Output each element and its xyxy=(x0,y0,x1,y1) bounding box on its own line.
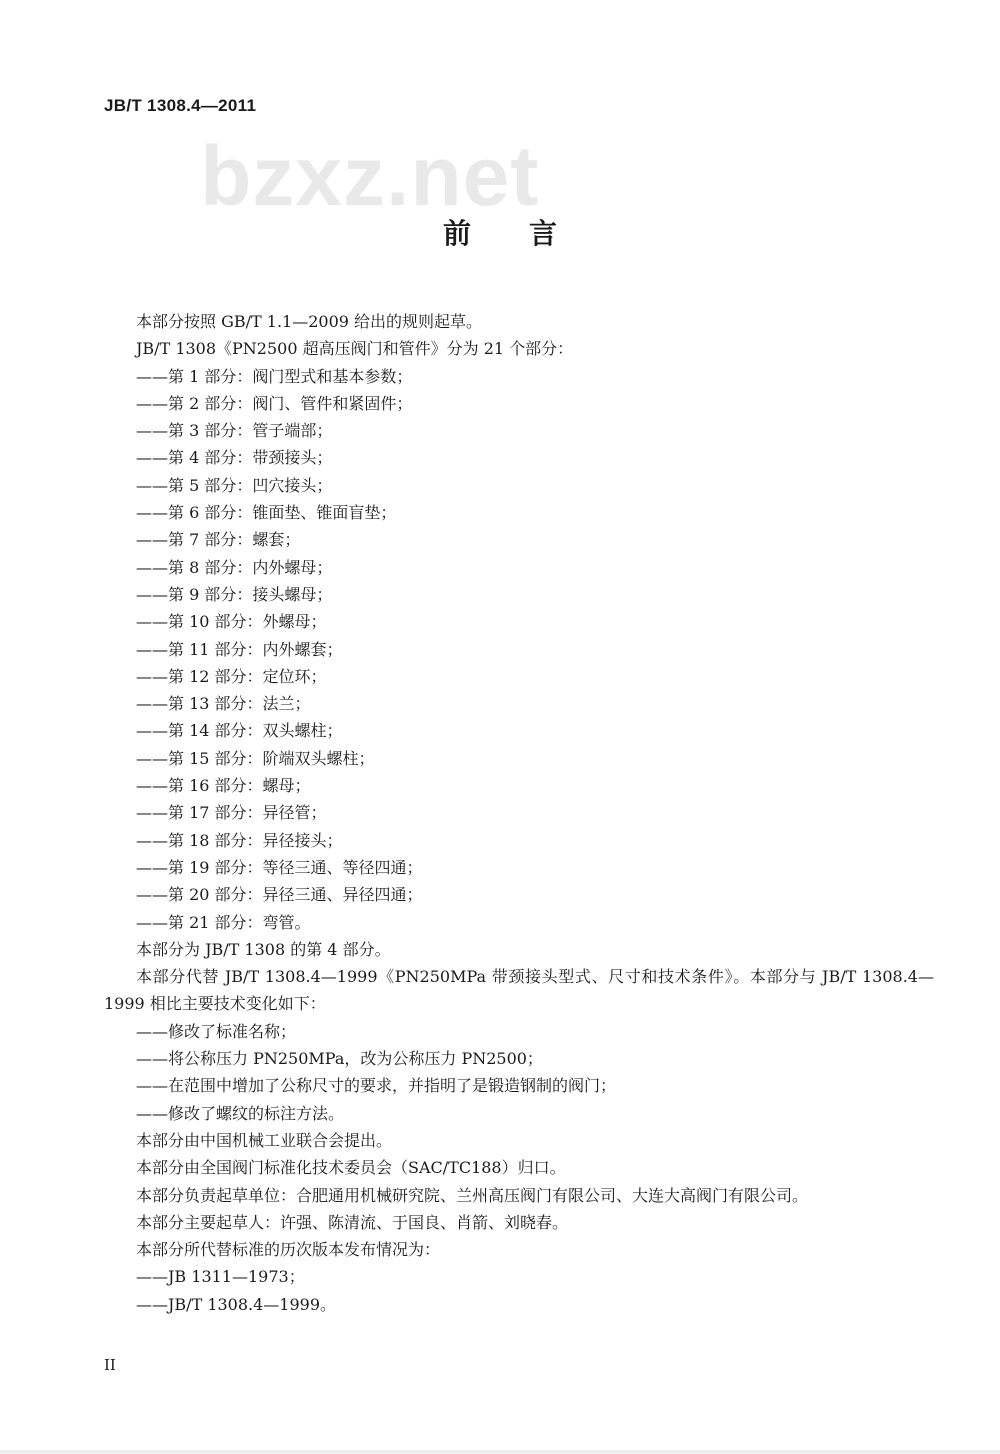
list-item: ——第 13 部分：法兰； xyxy=(136,694,311,714)
list-item: ——第 18 部分：异径接头； xyxy=(136,830,343,850)
list-item: ——将公称压力 PN250MPa，改为公称压力 PN2500； xyxy=(136,1049,543,1069)
parts-list xyxy=(104,363,934,936)
list-item: ——第 20 部分：异径三通、异径四通； xyxy=(136,885,423,905)
list-item: ——第 7 部分：螺套； xyxy=(136,530,301,550)
paragraph-drafting-units: 本部分负责起草单位：合肥通用机械研究院、兰州高压阀门有限公司、大连大高阀门有限公司。 xyxy=(136,1185,809,1205)
list-item: ——第 19 部分：等径三通、等径四通； xyxy=(136,857,423,877)
list-item: ——第 17 部分：异径管； xyxy=(136,803,327,823)
list-item: ——JB/T 1308.4—1999。 xyxy=(136,1294,337,1314)
paragraph-this-part: 本部分为 JB/T 1308 的第 4 部分。 xyxy=(136,939,391,959)
list-item: ——第 2 部分：阀门、管件和紧固件； xyxy=(136,393,413,413)
standard-code: JB/T 1308.4—2011 xyxy=(104,96,257,115)
list-item: ——第 16 部分：螺母； xyxy=(136,776,311,796)
watermark-logo: bzxz.net xyxy=(200,129,540,223)
list-item: ——JB 1311—1973； xyxy=(136,1267,305,1287)
list-item: ——第 3 部分：管子端部； xyxy=(136,421,333,441)
paragraph-history-intro: 本部分所代替标准的历次版本发布情况为： xyxy=(136,1240,441,1260)
paragraph-intro: 本部分按照 GB/T 1.1—2009 给出的规则起草。 xyxy=(136,312,483,331)
list-item: ——第 4 部分：带颈接头； xyxy=(136,448,333,468)
page-title: 前言 xyxy=(442,217,615,250)
list-item: ——第 6 部分：锥面垫、锥面盲垫； xyxy=(136,503,397,523)
list-item: ——第 15 部分：阶端双头螺柱； xyxy=(136,748,375,768)
list-item: ——第 1 部分：阀门型式和基本参数； xyxy=(136,366,413,386)
list-item: ——第 5 部分：凹穴接头； xyxy=(136,475,333,495)
list-item: ——第 10 部分：外螺母； xyxy=(136,612,327,632)
list-item: ——第 11 部分：内外螺套； xyxy=(136,639,343,659)
paragraph-drafters: 本部分主要起草人：许强、陈清流、于国良、肖箭、刘晓春。 xyxy=(136,1212,569,1232)
changes-list xyxy=(104,1018,934,1127)
list-item: ——第 9 部分：接头螺母； xyxy=(136,584,333,604)
list-item: ——第 21 部分：弯管。 xyxy=(136,912,311,932)
history-list xyxy=(104,1263,934,1318)
list-item: ——第 14 部分：双头螺柱； xyxy=(136,721,343,741)
list-item: ——第 12 部分：定位环； xyxy=(136,666,327,686)
list-item: ——在范围中增加了公称尺寸的要求，并指明了是锻造钢制的阀门； xyxy=(136,1076,617,1096)
page-number: II xyxy=(104,1356,116,1374)
list-item: ——修改了螺纹的标注方法。 xyxy=(136,1103,345,1123)
paragraph-parts-intro: JB/T 1308《PN2500 超高压阀门和管件》分为 21 个部分： xyxy=(136,339,574,359)
list-item: ——修改了标准名称； xyxy=(136,1021,297,1041)
paragraph-centralized: 本部分由全国阀门标准化技术委员会（SAC/TC188）归口。 xyxy=(136,1158,566,1178)
foreword-body xyxy=(104,308,934,1318)
page-edge xyxy=(0,1450,1000,1454)
paragraph-replaces: 本部分代替 JB/T 1308.4—1999《PN250MPa 带颈接头型式、尺寸和技术条件》。本部分与 JB/T 1308.4—1999 相比主要技术变化如下： xyxy=(104,967,934,1014)
paragraph-proposed: 本部分由中国机械工业联合会提出。 xyxy=(136,1130,393,1150)
list-item: ——第 8 部分：内外螺母； xyxy=(136,557,333,577)
